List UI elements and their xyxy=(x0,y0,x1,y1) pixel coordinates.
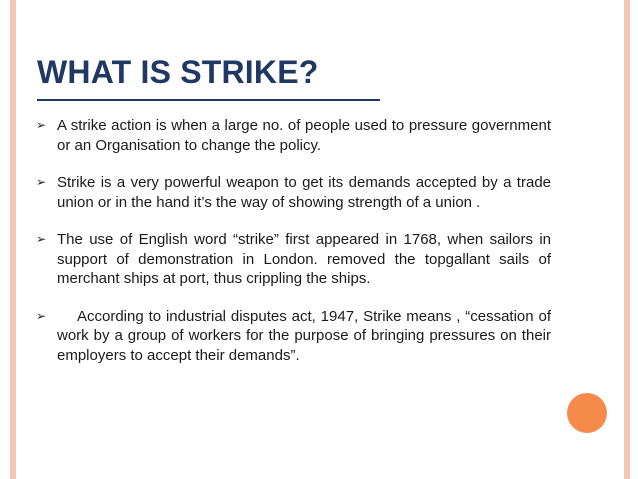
bullet-item-4 xyxy=(36,307,551,366)
bullet-text: A strike action is when a large no. of people used to pressure government or an Organisation to change the policy. xyxy=(57,117,551,154)
bullet-text: The use of English word “strike” first appeared in 1768, when sailors in support of demonstration in London. removed the topgallant sails of merchant ships at port, thus crippling the ships. xyxy=(57,231,551,287)
bullet-list xyxy=(36,116,551,383)
title-underline xyxy=(37,99,380,101)
decorative-circle-icon xyxy=(567,393,607,433)
arrow-bullet-icon: ➢ xyxy=(36,232,47,246)
arrow-bullet-icon: ➢ xyxy=(36,175,47,189)
right-decorative-stripe xyxy=(624,0,630,479)
bullet-item-3 xyxy=(36,230,551,289)
bullet-item-1 xyxy=(36,116,551,155)
left-decorative-stripe xyxy=(10,0,16,479)
bullet-text: Strike is a very powerful weapon to get its demands accepted by a trade union or in the hand it’s the way of showing strength of a union . xyxy=(57,174,551,211)
arrow-bullet-icon: ➢ xyxy=(36,118,47,132)
bullet-item-2 xyxy=(36,173,551,212)
bullet-text: According to industrial disputes act, 1947, Strike means , “cessation of work by a group of workers for the purpose of bringing pressures on their employers to accept their demands”. xyxy=(57,307,551,364)
slide-title: WHAT IS STRIKE? xyxy=(37,54,319,90)
arrow-bullet-icon: ➢ xyxy=(36,308,47,323)
